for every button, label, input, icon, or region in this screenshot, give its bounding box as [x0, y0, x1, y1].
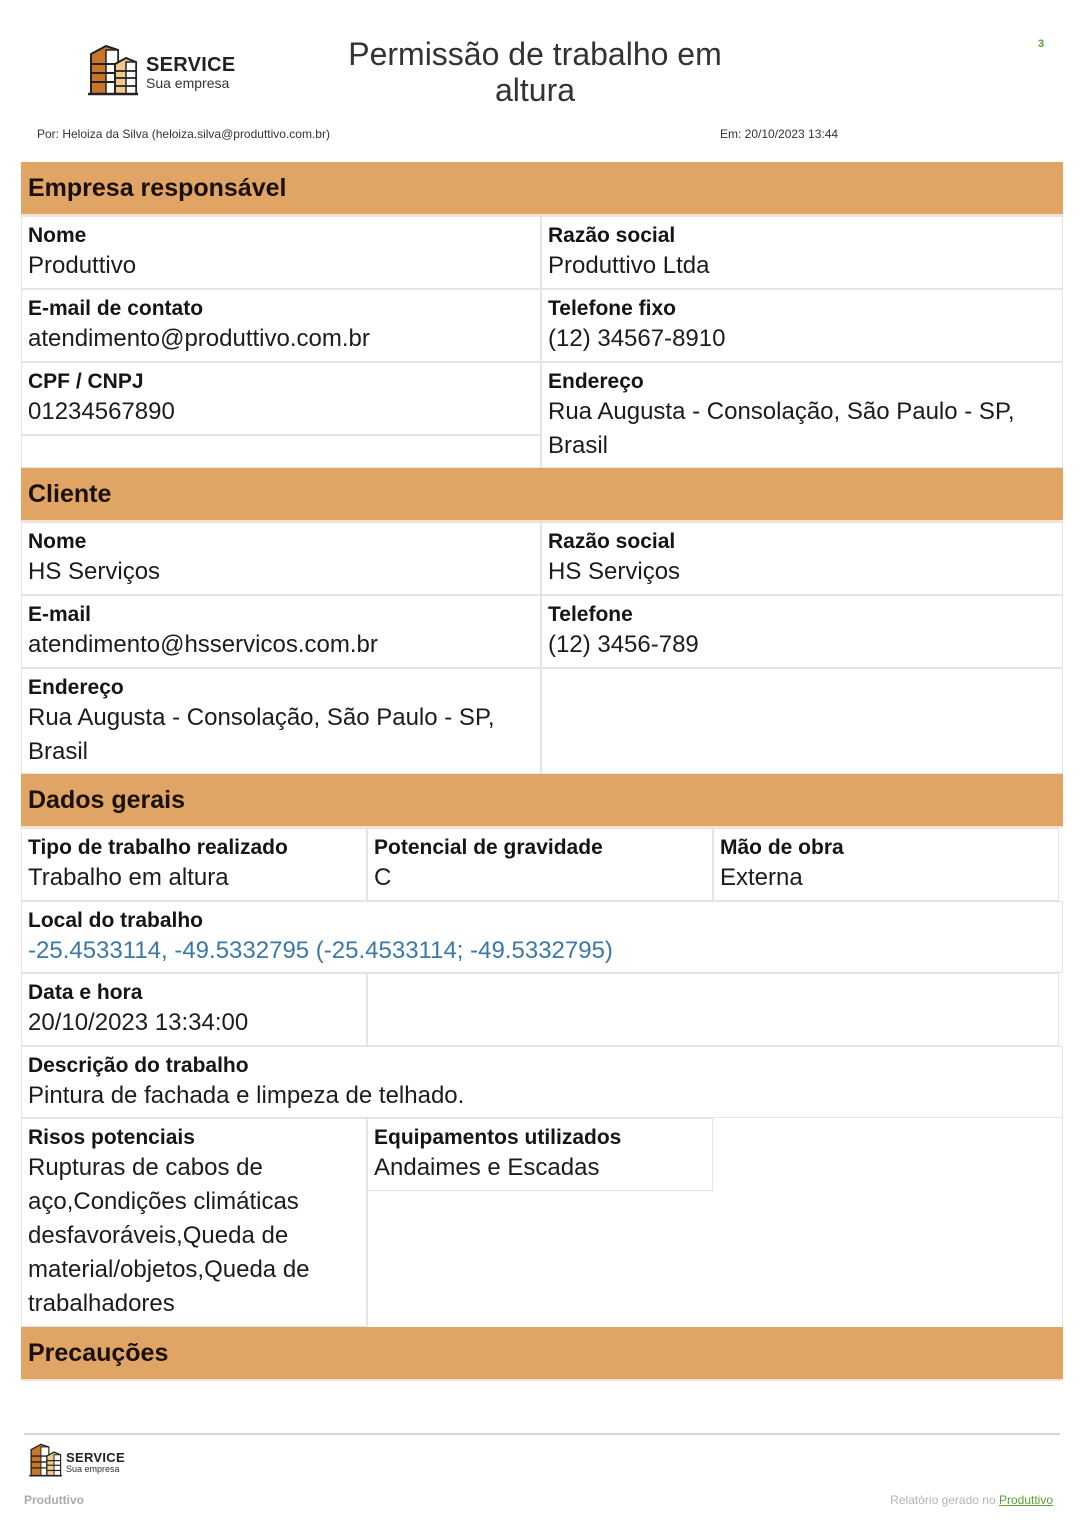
field-mao-de-obra	[713, 828, 1059, 901]
field-cliente-razao-social	[541, 522, 1063, 595]
field-value: Andaimes e Escadas	[374, 1154, 600, 1181]
produttivo-link[interactable]: Produttivo	[998, 1493, 1053, 1507]
footer-company: Produttivo	[24, 1493, 84, 1507]
field-data-hora	[21, 973, 367, 1046]
cpf-column	[21, 362, 541, 468]
logo-tagline: Sua empresa	[146, 75, 230, 91]
field-label: E-mail	[28, 603, 92, 626]
field-value: HS Serviços	[548, 558, 681, 585]
cliente-fields	[21, 522, 1063, 774]
footer-logo	[29, 1443, 125, 1482]
logo-brand: SERVICE	[146, 54, 236, 76]
field-value: Rupturas de cabos de aço,Condições climáticas desfavoráveis,Queda de material/objetos,Queda de trabalhadores	[28, 1154, 310, 1317]
field-label: Local do trabalho	[28, 909, 204, 932]
field-label: Nome	[28, 224, 87, 247]
field-empresa-cpf-cnpj	[21, 362, 541, 435]
section-header-empresa: Empresa responsável	[21, 162, 1063, 216]
field-cliente-nome	[21, 522, 541, 595]
field-value: 20/10/2023 13:34:00	[28, 1009, 249, 1036]
footer-divider	[24, 1433, 1060, 1435]
page-number: 3	[1038, 38, 1045, 50]
field-tipo-trabalho	[21, 828, 367, 901]
field-label: Telefone fixo	[548, 297, 676, 320]
field-value: Produttivo	[28, 252, 137, 279]
section-header-dados-gerais: Dados gerais	[21, 774, 1063, 828]
field-label: Razão social	[548, 224, 676, 247]
empresa-fields	[21, 216, 1063, 468]
field-label: Mão de obra	[720, 836, 844, 859]
field-empresa-nome	[21, 216, 541, 289]
field-value: HS Serviços	[28, 558, 161, 585]
field-label: CPF / CNPJ	[28, 370, 144, 393]
field-label: Potencial de gravidade	[374, 836, 603, 859]
field-label: Tipo de trabalho realizado	[28, 836, 288, 859]
equipamentos-column	[367, 1118, 713, 1327]
dados-gerais-row-5	[21, 1118, 1063, 1327]
page-title: Permissão de trabalho em altura	[348, 36, 722, 108]
dados-gerais-row-1	[21, 828, 1063, 901]
field-value: Rua Augusta - Consolação, São Paulo - SP, Brasil	[548, 398, 1015, 459]
field-value: Externa	[720, 864, 803, 891]
field-value: atendimento@hsservicos.com.br	[28, 631, 378, 658]
footer-logo-brand: SERVICE	[66, 1450, 125, 1465]
author-info: Por: Heloiza da Silva (heloiza.silva@produttivo.com.br)	[37, 127, 330, 141]
empty-cell	[713, 1118, 1059, 1327]
company-logo	[88, 44, 236, 101]
section-header-precaucoes: Precauções	[21, 1327, 1063, 1381]
field-label: Descrição do trabalho	[28, 1054, 249, 1077]
field-riscos	[21, 1118, 367, 1327]
field-cliente-endereco	[21, 668, 541, 774]
field-label: Endereço	[548, 370, 644, 393]
field-label: Equipamentos utilizados	[374, 1126, 622, 1149]
field-empresa-telefone	[541, 289, 1063, 362]
report-content	[21, 162, 1063, 1381]
dados-gerais-row-3	[21, 973, 1063, 1046]
empty-cell	[367, 1191, 713, 1327]
field-empresa-razao-social	[541, 216, 1063, 289]
field-equipamentos	[367, 1118, 713, 1191]
field-value: 01234567890	[28, 398, 175, 425]
field-label: Endereço	[28, 676, 124, 699]
field-value: Produttivo Ltda	[548, 252, 710, 279]
empty-cell	[541, 668, 1063, 774]
field-value: Trabalho em altura	[28, 864, 229, 891]
field-value: Pintura de fachada e limpeza de telhado.	[28, 1082, 465, 1109]
field-cliente-email	[21, 595, 541, 668]
section-header-cliente: Cliente	[21, 468, 1063, 522]
field-value: atendimento@produttivo.com.br	[28, 325, 370, 352]
field-label: Risos potenciais	[28, 1126, 195, 1149]
field-potencial-gravidade	[367, 828, 713, 901]
report-header	[0, 0, 1085, 160]
field-value: (12) 3456-789	[548, 631, 699, 658]
field-label: E-mail de contato	[28, 297, 204, 320]
field-value: (12) 34567-8910	[548, 325, 726, 352]
field-value: C	[374, 864, 392, 891]
field-label: Telefone	[548, 603, 633, 626]
field-cliente-telefone	[541, 595, 1063, 668]
footer-generated	[890, 1493, 1053, 1507]
field-label: Data e hora	[28, 981, 143, 1004]
field-value: Rua Augusta - Consolação, São Paulo - SP, Brasil	[28, 704, 495, 765]
field-descricao	[21, 1046, 1063, 1118]
building-icon	[29, 1443, 62, 1482]
empty-cell	[21, 435, 541, 468]
footer-logo-tagline: Sua empresa	[66, 1464, 120, 1474]
location-link[interactable]: -25.4533114, -49.5332795 (-25.4533114; -49.5332795)	[28, 937, 613, 964]
field-empresa-email	[21, 289, 541, 362]
field-label: Razão social	[548, 530, 676, 553]
field-label: Nome	[28, 530, 87, 553]
building-icon	[88, 44, 138, 101]
generated-date: Em: 20/10/2023 13:44	[720, 127, 839, 141]
empty-cell	[367, 973, 1059, 1046]
footer-generated-text: Relatório gerado no	[890, 1493, 999, 1507]
field-local-trabalho	[21, 901, 1063, 973]
field-empresa-endereco	[541, 362, 1063, 468]
